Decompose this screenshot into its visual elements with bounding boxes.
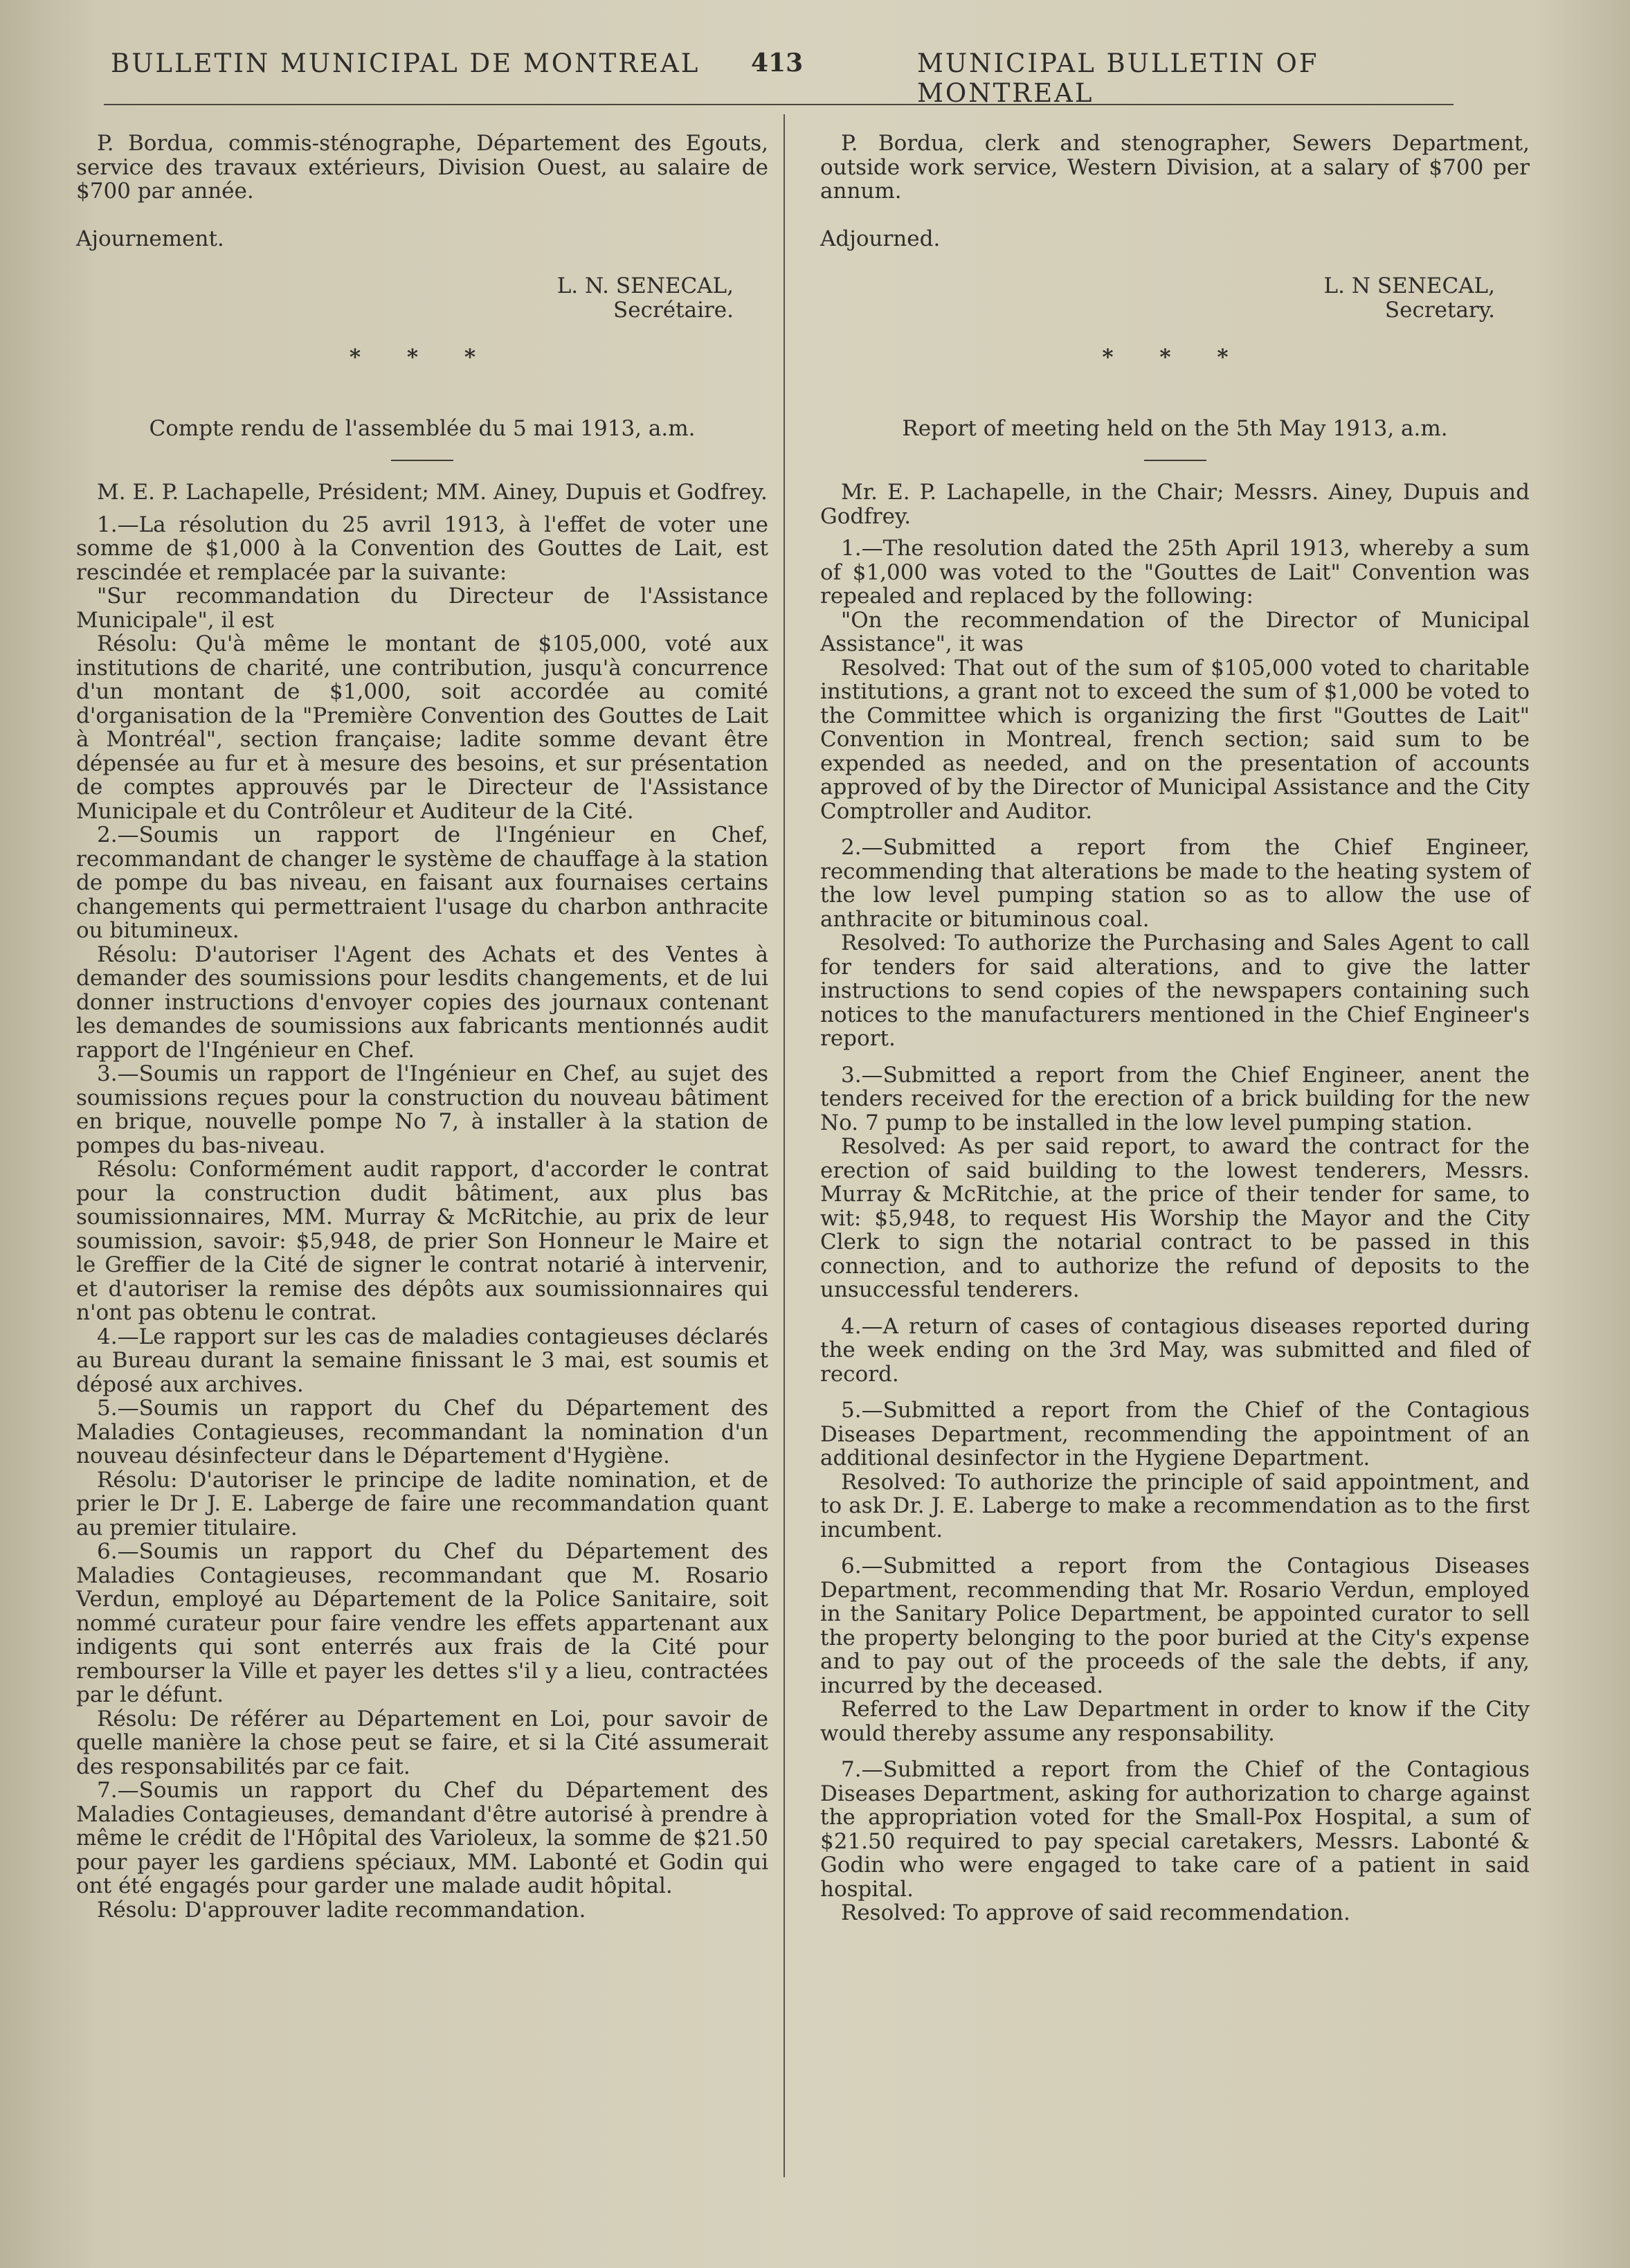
item-1: 1.—La résolution du 25 avril 1913, à l'effet de voter une somme de $1,000 à la Convention des Gouttes de Lait, est rescindée et remplacée par la suivante: bbox=[76, 512, 768, 585]
item-1-preamble: "On the recommendation of the Director of Municipal Assistance", it was bbox=[820, 607, 1530, 656]
item-4: 4.—A return of cases of contagious diseases reported during the week ending on the 3rd May, was submitted and filed of record. bbox=[820, 1313, 1530, 1387]
signature-name: L. N. SENECAL, bbox=[556, 273, 734, 298]
item-1: 1.—The resolution dated the 25th April 1913, whereby a sum of $1,000 was voted to the "Gouttes de Lait" Convention was repealed and replaced by the following: bbox=[820, 536, 1530, 609]
item-6: 6.—Soumis un rapport du Chef du Département des Maladies Contagieuses, recommandant que M. Rosario Verdun, employé au Département de la Police Sanitaire, soit nommé curateur pour faire vendre les effets appartenant aux indigents qui sont enterrés aux frais de la Cité pour rembourser la Ville et payer les dettes s'il y a lieu, contractées par le défunt. bbox=[76, 1539, 768, 1707]
item-2-resolution: Résolu: D'autoriser l'Agent des Achats et des Ventes à demander des soumissions pour lesdits changements, et de lui donner instructions d'envoyer copies des journaux contenant les demandes de soumissions aux fabricants mentionnés audit rapport de l'Ingénieur en Chef. bbox=[76, 942, 768, 1063]
adjournment: Adjourned. bbox=[820, 226, 941, 251]
attendance: Mr. E. P. Lachapelle, in the Chair; Messrs. Ainey, Dupuis and Godfrey. bbox=[820, 480, 1530, 529]
meeting-title: Report of meeting held on the 5th May 1913, a.m. bbox=[902, 415, 1448, 441]
item-2: 2.—Submitted a report from the Chief Engineer, recommending that alterations be made to the heating system of the low level pumping station so as to allow the use of anthracite or bituminous coal. bbox=[820, 835, 1530, 932]
item-1-resolution: Résolu: Qu'à même le montant de $105,000, voté aux institutions de charité, une contribution, jusqu'à concurrence d'un montant de $1,000, soit accordée au comité d'organisation de la "Première Convention des Gouttes de Lait à Montréal", section française; ladite somme devant être dépensée au fur et à mesure des besoins, et sur présentation de comptes approuvés par le Directeur de l'Assistance Municipale et du Contrôleur et Auditeur de la Cité. bbox=[76, 631, 768, 824]
item-5: 5.—Soumis un rapport du Chef du Département des Maladies Contagieuses, recommandant la nomination d'un nouveau désinfecteur dans le Département d'Hygiène. bbox=[76, 1396, 768, 1468]
item-3-resolution: Résolu: Conformément audit rapport, d'accorder le contrat pour la construction dudit bâtiment, aux plus bas soumissionnaires, MM. Murray & McRitchie, au prix de leur soumission, savoir: $5,948, de prier Son Honneur le Maire et le Greffier de la Cité de signer le contrat notarié à intervenir, et d'autoriser la remise des dépôts aux soumissionnaires qui n'ont pas obtenu le contrat. bbox=[76, 1157, 768, 1325]
item-4: 4.—Le rapport sur les cas de maladies contagieuses déclarés au Bureau durant la semaine finissant le 3 mai, est soumis et déposé aux archives. bbox=[76, 1324, 768, 1397]
section-separator: * * * bbox=[1102, 345, 1248, 370]
adjournment: Ajournement. bbox=[76, 226, 224, 251]
header-rule bbox=[104, 104, 1454, 105]
english-column bbox=[820, 132, 1530, 1925]
header-title-fr: BULLETIN MUNICIPAL DE MONTREAL bbox=[111, 48, 700, 78]
item-6-resolution: Résolu: De référer au Département en Loi, pour savoir de quelle manière la chose peut se faire, et si la Cité assumerait des responsabilités par ce fait. bbox=[76, 1706, 768, 1779]
item-5-resolution: Résolu: D'autoriser le principe de ladite nomination, et de prier le Dr J. E. Laberge de faire une recommandation quant au premier titulaire. bbox=[76, 1467, 768, 1540]
item-7-resolution: Résolu: D'approuver ladite recommandation. bbox=[97, 1897, 586, 1923]
item-6-resolution: Referred to the Law Department in order to know if the City would thereby assume any responsability. bbox=[820, 1697, 1530, 1746]
page-number: 413 bbox=[751, 48, 804, 78]
item-5-resolution: Resolved: To authorize the principle of said appointment, and to ask Dr. J. E. Laberge to make a recommendation as to the first incumbent. bbox=[820, 1469, 1530, 1542]
signature-name: L. N SENECAL, bbox=[1323, 273, 1495, 298]
item-2: 2.—Soumis un rapport de l'Ingénieur en Chef, recommandant de changer le système de chauffage à la station de pompe du bas niveau, en faisant aux fournaises certains changements qui permettraient l'usage du charbon anthracite ou bitumineux. bbox=[76, 822, 768, 943]
item-6: 6.—Submitted a report from the Contagious Diseases Department, recommending that Mr. Rosario Verdun, employed in the Sanitary Police Department, be appointed curator to sell the property belonging to the poor buried at the City's expense and to pay out of the proceeds of the sale the debts, if any, incurred by the deceased. bbox=[820, 1554, 1530, 1698]
item-3: 3.—Submitted a report from the Chief Engineer, anent the tenders received for the erection of a brick building for the new No. 7 pump to be installed in the low level pumping station. bbox=[820, 1062, 1530, 1135]
item-7-resolution: Resolved: To approve of said recommendation. bbox=[841, 1900, 1350, 1925]
item-5: 5.—Submitted a report from the Chief of the Contagious Diseases Department, recommending the appointment of an additional desinfector in the Hygiene Department. bbox=[820, 1398, 1530, 1470]
item-3-resolution: Resolved: As per said report, to award the contract for the erection of said building to the lowest tenderers, Messrs. Murray & McRitchie, at the price of their tender for same, to wit: $5,948, to request His Worship the Mayor and the City Clerk to sign the notarial contract to be passed in this connection, and to authorize the refund of deposits to the unsuccessful tenderers. bbox=[820, 1134, 1530, 1302]
title-rule bbox=[1144, 460, 1206, 461]
attendance: M. E. P. Lachapelle, Président; MM. Ainey, Dupuis et Godfrey. bbox=[97, 480, 768, 505]
item-1-resolution: Resolved: That out of the sum of $105,000 voted to charitable institutions, a grant not to exceed the sum of $1,000 be voted to the Committee which is organizing the first "Gouttes de Lait" Convention in Montreal, french section; said sum to be expended as needed, and on the presentation of accounts approved of by the Director of Municipal Assistance and the City Comptroller and Auditor. bbox=[820, 655, 1530, 824]
page-header bbox=[104, 48, 1457, 108]
header-title-en: MUNICIPAL BULLETIN OF MONTREAL bbox=[917, 48, 1319, 108]
item-1-preamble: "Sur recommandation du Directeur de l'Assistance Municipale", il est bbox=[76, 584, 768, 633]
section-separator: * * * bbox=[349, 345, 496, 370]
title-rule bbox=[391, 460, 453, 461]
item-7: 7.—Submitted a report from the Chief of the Contagious Diseases Department, asking for authorization to charge against the appropriation voted for the Small-Pox Hospital, a sum of $21.50 required to pay special caretakers, Messrs. Labonté & Godin who were engaged to take care of a patient in said hospital. bbox=[820, 1757, 1530, 1902]
column-divider bbox=[784, 114, 785, 2177]
paragraph: P. Bordua, commis-sténographe, Département des Egouts, service des travaux extérieurs, Division Ouest, au salaire de $700 par année. bbox=[76, 131, 768, 204]
paragraph: P. Bordua, clerk and stenographer, Sewers Department, outside work service, Western Division, at a salary of $700 per annum. bbox=[820, 131, 1530, 204]
item-7: 7.—Soumis un rapport du Chef du Département des Maladies Contagieuses, demandant d'être autorisé à prendre à même le crédit de l'Hôpital des Varioleux, la somme de $21.50 pour payer les gardiens spéciaux, MM. Labonté et Godin qui ont été engagés pour garder une malade audit hôpital. bbox=[76, 1778, 768, 1898]
item-3: 3.—Soumis un rapport de l'Ingénieur en Chef, au sujet des soumissions reçues pour la construction du nouveau bâtiment en brique, nouvelle pompe No 7, à installer à la station de pompes du bas-niveau. bbox=[76, 1061, 768, 1158]
meeting-title: Compte rendu de l'assemblée du 5 mai 1913, a.m. bbox=[149, 415, 696, 441]
signature-title: Secretary. bbox=[1384, 297, 1495, 323]
item-2-resolution: Resolved: To authorize the Purchasing and Sales Agent to call for tenders for said alterations, and to give the latter instructions to send copies of the newspapers containing such notices to the manufacturers mentioned in the Chief Engineer's report. bbox=[820, 930, 1530, 1051]
signature-title: Secrétaire. bbox=[613, 297, 734, 323]
french-column bbox=[76, 132, 768, 1922]
